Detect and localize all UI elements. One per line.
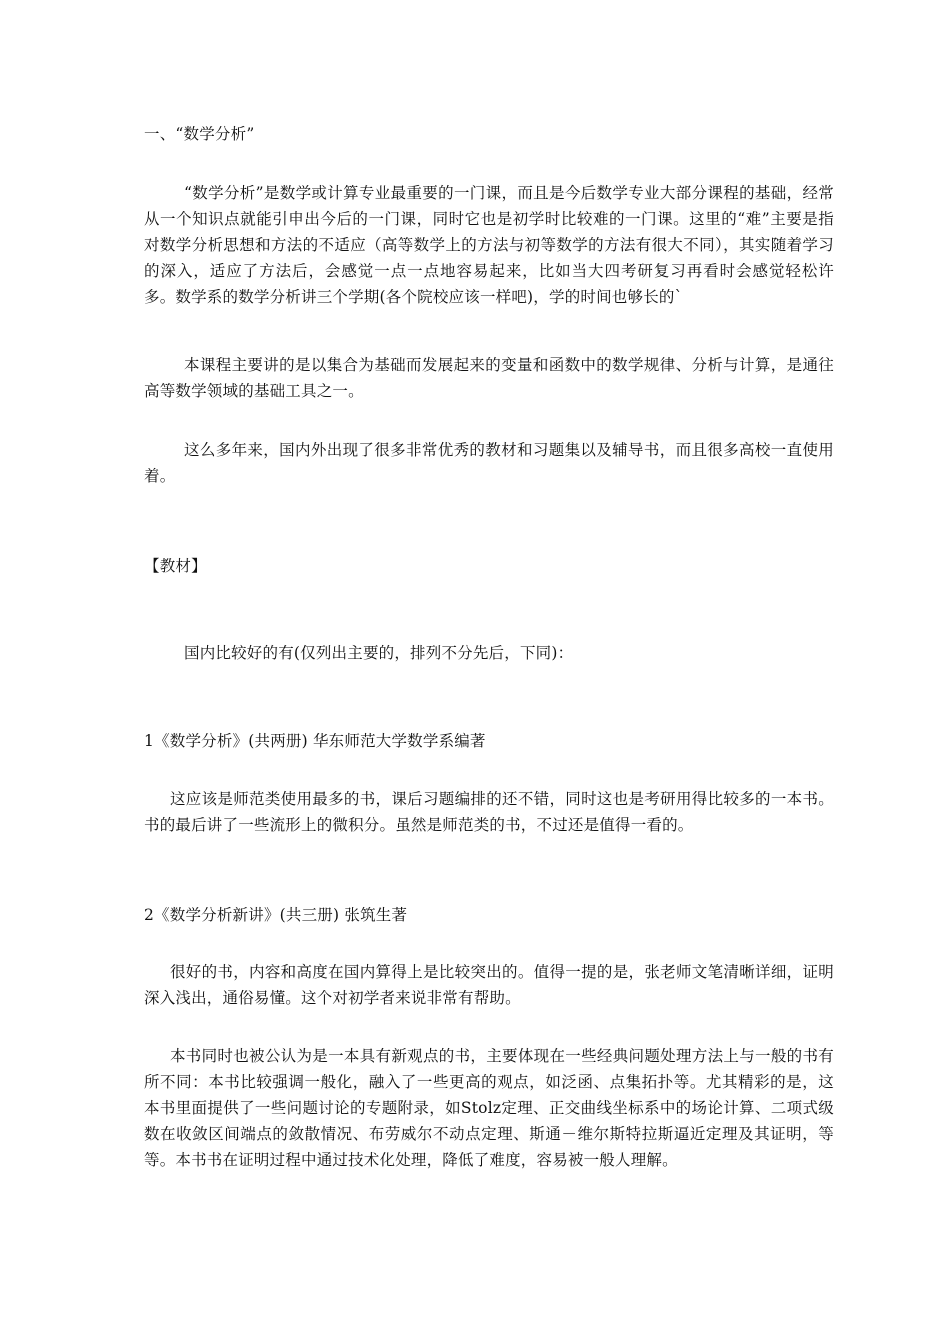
- intro-paragraph-1: “数学分析”是数学或计算专业最重要的一门课，而且是今后数学专业大部分课程的基础，经常从一个知识点就能引申出今后的一门课，同时它也是初学时比较难的一门课。这里的“难”主要是指对数学分析思想和方法的不适应（高等数学上的方法与初等数学的方法有很大不同），其实随着学习的深入，适应了方法后，会感觉一点一点地容易起来，比如当大四考研复习再看时会感觉轻松许多。数学系的数学分析讲三个学期(各个院校应该一样吧)，学的时间也够长的`: [144, 184, 834, 306]
- book-2-description-2: 本书同时也被公认为是一本具有新观点的书，主要体现在一些经典问题处理方法上与一般的书有所不同：本书比较强调一般化，融入了一些更高的观点，如泛函、点集拓扑等。尤其精彩的是，这本书里面提供了一些问题讨论的专题附录，如Stolz定理、正交曲线坐标系中的场论计算、二项式级数在收敛区间端点的敛散情况、布劳威尔不动点定理、斯通－维尔斯特拉斯逼近定理及其证明，等等。本书书在证明过程中通过技术化处理，降低了难度，容易被一般人理解。: [144, 1047, 834, 1169]
- book-2-title: 2《数学分析新讲》(共三册) 张筑生著: [144, 906, 408, 924]
- book-1-description: 这应该是师范类使用最多的书，课后习题编排的还不错，同时这也是考研用得比较多的一本书。书的最后讲了一些流形上的微积分。虽然是师范类的书，不过还是值得一看的。: [144, 790, 834, 834]
- intro-paragraph-2: 本课程主要讲的是以集合为基础而发展起来的变量和函数中的数学规律、分析与计算，是通往高等数学领域的基础工具之一。: [144, 356, 834, 400]
- book-2-description: 很好的书，内容和高度在国内算得上是比较突出的。值得一提的是，张老师文笔清晰详细，证明深入浅出，通俗易懂。这个对初学者来说非常有帮助。: [144, 963, 834, 1007]
- section-title: 一、“数学分析”: [144, 125, 255, 143]
- textbooks-lead: 国内比较好的有(仅列出主要的，排列不分先后，下同)：: [184, 644, 574, 662]
- intro-paragraph-3: 这么多年来，国内外出现了很多非常优秀的教材和习题集以及辅导书，而且很多高校一直使用着。: [144, 441, 834, 485]
- book-1-title: 1《数学分析》(共两册) 华东师范大学数学系编著: [144, 732, 486, 750]
- textbooks-heading: 【教材】: [144, 557, 207, 575]
